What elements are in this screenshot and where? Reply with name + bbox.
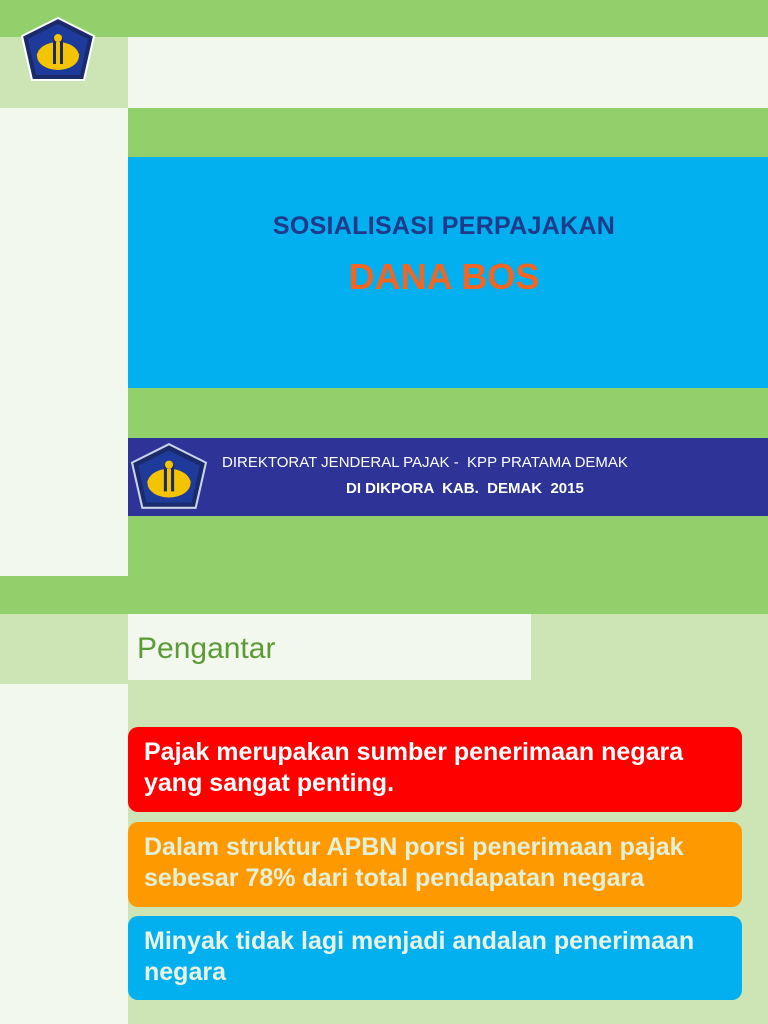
- slide1-top-bar: [128, 37, 768, 108]
- point-box-1: Pajak merupakan sumber penerimaan negara yang sangat penting.: [128, 727, 742, 812]
- slide1-footer-bar: [128, 438, 768, 516]
- slide1-footer-line1: DIREKTORAT JENDERAL PAJAK - KPP PRATAMA DEMAK: [222, 454, 628, 471]
- ministry-emblem-icon: [20, 16, 96, 84]
- slide1-title: SOSIALISASI PERPAJAKAN: [272, 212, 616, 240]
- slide2-left-strip: [0, 684, 128, 1024]
- slide1-footer-line2: DI DIKPORA KAB. DEMAK 2015: [346, 480, 584, 497]
- slide1-left-strip: [0, 108, 128, 576]
- slide2-title: Pengantar: [137, 632, 276, 665]
- point-box-2: Dalam struktur APBN porsi penerimaan pajak sebesar 78% dari total pendapatan negara: [128, 822, 742, 907]
- slide1-subtitle: DANA BOS: [348, 256, 540, 297]
- point-box-3: Minyak tidak lagi menjadi andalan penerimaan negara: [128, 916, 742, 1000]
- footer-emblem-icon: [130, 442, 208, 512]
